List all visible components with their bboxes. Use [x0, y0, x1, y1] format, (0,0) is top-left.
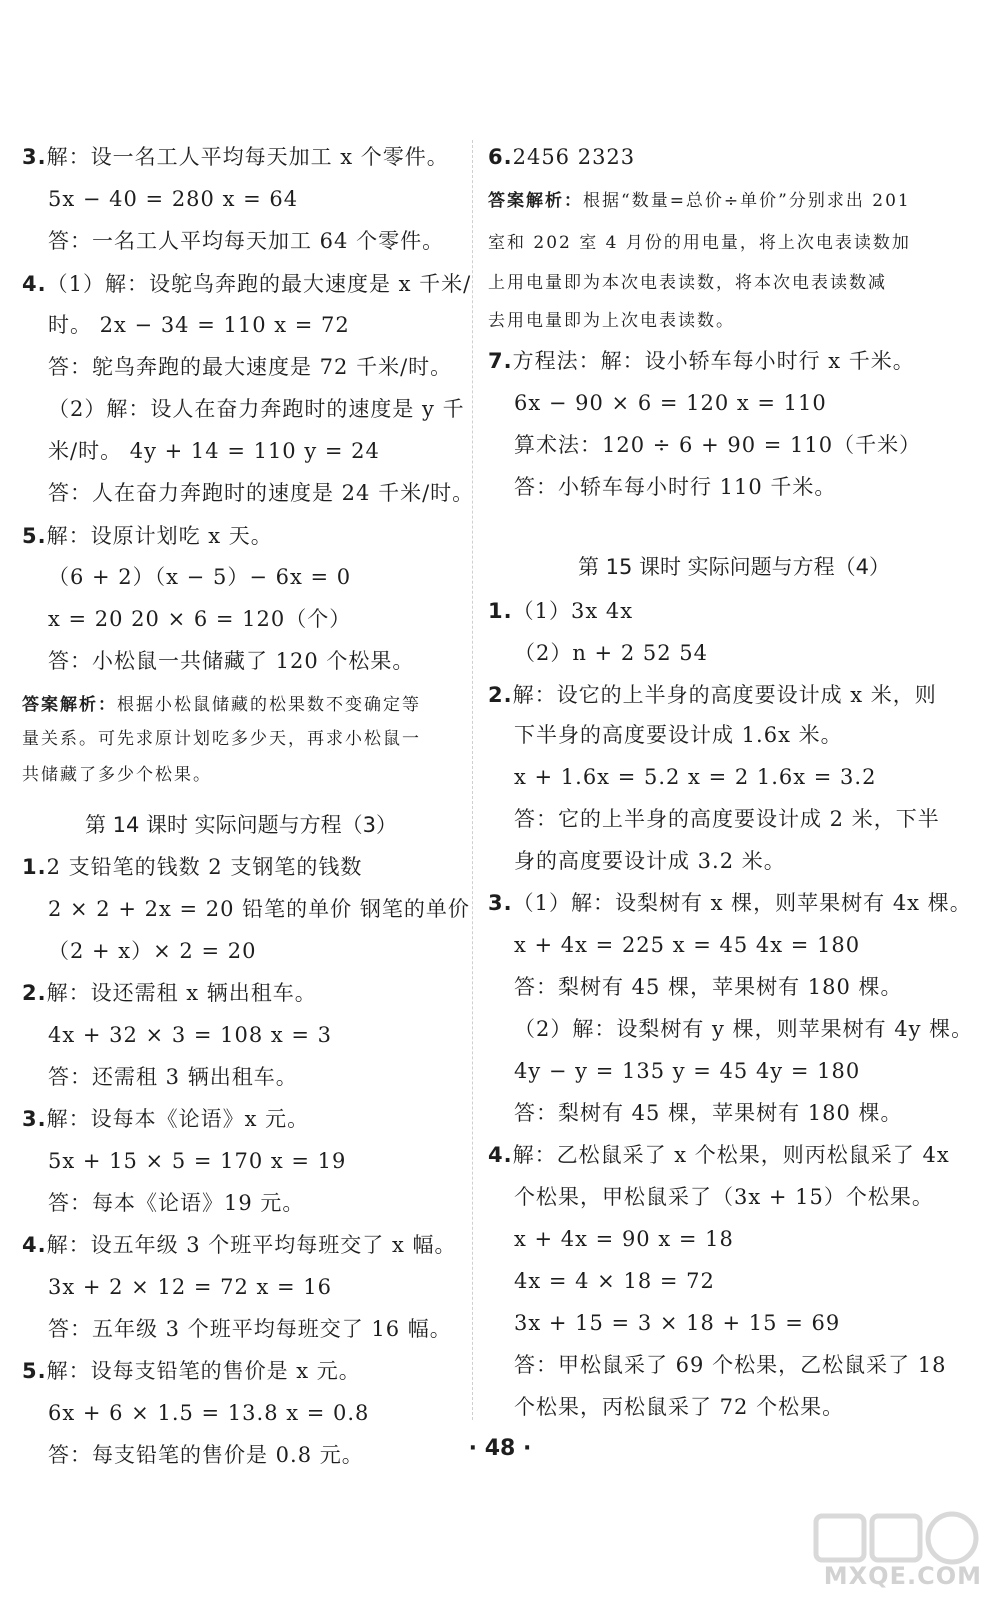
answer-line: [514, 846, 786, 876]
line-text: 5x + 15 × 5 = 170 x = 19: [48, 1149, 347, 1173]
question-number: 3.: [488, 891, 513, 915]
answer-analysis-line: [22, 724, 421, 754]
answer-line: [22, 1230, 457, 1260]
answer-line: [514, 1224, 734, 1254]
line-text: 解：设每支铅笔的售价是 x 元。: [46, 1359, 361, 1383]
line-text: 室和 202 室 4 月份的用电量，将上次电表读数加: [488, 233, 911, 253]
question-number: 5.: [22, 524, 47, 548]
answer-line: [514, 1014, 973, 1044]
answer-line: [48, 1398, 369, 1428]
answer-line: [514, 472, 836, 502]
line-text: 下半身的高度要设计成 1.6x 米。: [514, 723, 843, 747]
line-text: x + 4x = 90 x = 18: [514, 1227, 734, 1251]
answer-line: [48, 1314, 452, 1344]
answer-line: [48, 604, 351, 634]
line-text: 答：小轿车每小时行 110 千米。: [514, 475, 837, 499]
line-text: 6x − 90 × 6 = 120 x = 110: [514, 391, 827, 415]
line-text: 答：梨树有 45 棵，苹果树有 180 棵。: [514, 1101, 903, 1125]
answer-line: [514, 972, 903, 1002]
answer-line: [514, 1392, 844, 1422]
line-text: 答：人在奋力奔跑时的速度是 24 千米/时。: [48, 481, 475, 505]
line-text: 解：设还需租 x 辆出租车。: [46, 981, 317, 1005]
answer-line: [48, 394, 465, 424]
question-number: 3.: [22, 145, 47, 169]
line-text: 3x + 2 × 12 = 72 x = 16: [48, 1275, 333, 1299]
answer-line: [22, 1104, 309, 1134]
line-text: 答：它的上半身的高度要设计成 2 米，下半: [514, 807, 940, 831]
answer-line: [48, 1020, 332, 1050]
answer-line: [22, 978, 317, 1008]
answer-line: [514, 804, 940, 834]
line-text: x + 1.6x = 5.2 x = 2 1.6x = 3.2: [514, 765, 877, 789]
line-text: 4y − y = 135 y = 45 4y = 180: [514, 1059, 861, 1083]
line-text: x + 4x = 225 x = 45 4x = 180: [514, 933, 861, 957]
answer-line: [488, 346, 915, 376]
answer-line: [48, 310, 350, 340]
answer-analysis-line: [22, 760, 212, 790]
line-text: （2）解：设人在奋力奔跑时的速度是 y 千: [48, 397, 465, 421]
answer-line: [48, 894, 470, 924]
line-text: 米/时。 4y + 14 = 110 y = 24: [48, 439, 380, 463]
line-text: 答：鸵鸟奔跑的最大速度是 72 千米/时。: [48, 355, 453, 379]
analysis-label: 答案解析：: [488, 191, 583, 211]
line-text: 解：设原计划吃 x 天。: [46, 524, 273, 548]
answer-line: [48, 352, 452, 382]
line-text: （2）解：设梨树有 y 棵，则苹果树有 4y 棵。: [514, 1017, 974, 1041]
analysis-label: 答案解析：: [22, 695, 117, 715]
line-text: 解：设五年级 3 个班平均每班交了 x 幅。: [46, 1233, 457, 1257]
answer-line: [48, 1188, 304, 1218]
answer-line: [22, 269, 471, 299]
answer-line: [48, 226, 444, 256]
line-text: 个松果，甲松鼠采了（3x + 15）个松果。: [514, 1185, 934, 1209]
line-text: 答：小松鼠一共储藏了 120 个松果。: [48, 649, 415, 673]
answer-analysis-line: [488, 186, 911, 216]
answer-line: [488, 596, 633, 626]
question-number: 4.: [22, 1233, 47, 1257]
answer-analysis-line: [22, 690, 421, 720]
question-number: 6.: [488, 145, 513, 169]
line-text: 答：梨树有 45 棵，苹果树有 180 棵。: [514, 975, 903, 999]
answer-line: [488, 142, 635, 172]
question-number: 4.: [488, 1143, 513, 1167]
answer-line: [48, 1062, 298, 1092]
line-text: 解：设每本《论语》x 元。: [46, 1107, 310, 1131]
line-text: 身的高度要设计成 3.2 米。: [514, 849, 786, 873]
watermark-text: MXQE.COM: [823, 1562, 982, 1590]
answer-line: [22, 521, 273, 551]
answer-line: [488, 680, 937, 710]
answer-line: [514, 388, 827, 418]
line-text: 时。 2x − 34 = 110 x = 72: [48, 313, 350, 337]
line-text: 6x + 6 × 1.5 = 13.8 x = 0.8: [48, 1401, 370, 1425]
line-text: x = 20 20 × 6 = 120（个）: [48, 607, 352, 631]
line-text: 4x + 32 × 3 = 108 x = 3: [48, 1023, 333, 1047]
answer-line: [48, 646, 414, 676]
line-text: 答：每本《论语》19 元。: [48, 1191, 305, 1215]
line-text: 共储藏了多少个松果。: [22, 765, 212, 785]
line-text: 根据小松鼠储藏的松果数不变确定等: [117, 695, 421, 715]
line-text: 解：乙松鼠采了 x 个松果，则丙松鼠采了 4x: [512, 1143, 950, 1167]
line-text: 答：每支铅笔的售价是 0.8 元。: [48, 1443, 364, 1467]
answer-line: [514, 1182, 934, 1212]
answer-line: [22, 1356, 361, 1386]
line-text: 5x − 40 = 280 x = 64: [48, 187, 299, 211]
answer-line: [514, 638, 708, 668]
line-text: 2456 2323: [512, 145, 636, 169]
answer-line: [514, 430, 921, 460]
answer-line: [48, 436, 380, 466]
answer-line: [514, 930, 860, 960]
line-text: 根据“数量=总价÷单价”分别求出 201: [583, 191, 911, 211]
question-number: 2.: [22, 981, 47, 1005]
line-text: 答：一名工人平均每天加工 64 个零件。: [48, 229, 445, 253]
answer-line: [22, 852, 362, 882]
answer-line: [488, 888, 972, 918]
answer-line: [48, 1272, 332, 1302]
answer-line: [514, 1266, 715, 1296]
answer-analysis-line: [488, 228, 911, 258]
question-number: 5.: [22, 1359, 47, 1383]
line-text: （6 + 2）（x − 5）− 6x = 0: [48, 565, 352, 589]
answer-line: [48, 478, 474, 508]
line-text: 4x = 4 × 18 = 72: [514, 1269, 715, 1293]
question-number: 2.: [488, 683, 513, 707]
section-heading: 第 15 课时 实际问题与方程（4）: [577, 555, 891, 579]
answer-line: [488, 1140, 950, 1170]
line-text: （1）解：设梨树有 x 棵，则苹果树有 4x 棵。: [512, 891, 972, 915]
line-text: （2 + x）× 2 = 20: [48, 939, 257, 963]
question-number: 1.: [488, 599, 513, 623]
line-text: （1）3x 4x: [512, 599, 634, 623]
answer-line: [514, 720, 843, 750]
line-text: 解：设一名工人平均每天加工 x 个零件。: [46, 145, 449, 169]
answer-analysis-line: [488, 306, 735, 336]
line-text: 去用电量即为上次电表读数。: [488, 311, 735, 331]
page-number: · 48 ·: [468, 1436, 532, 1461]
line-text: 量关系。可先求原计划吃多少天，再求小松鼠一: [22, 729, 421, 749]
column-divider: [472, 140, 473, 1420]
line-text: 2 × 2 + 2x = 20 铅笔的单价 钢笔的单价: [48, 897, 470, 921]
answer-line: [514, 762, 876, 792]
answer-line: [48, 936, 256, 966]
line-text: 个松果，丙松鼠采了 72 个松果。: [514, 1395, 845, 1419]
line-text: （1）解：设鸵鸟奔跑的最大速度是 x 千米/: [46, 272, 472, 296]
question-number: 7.: [488, 349, 513, 373]
line-text: 答：还需租 3 辆出租车。: [48, 1065, 298, 1089]
question-number: 4.: [22, 272, 47, 296]
line-text: 解：设它的上半身的高度要设计成 x 米，则: [512, 683, 937, 707]
answer-line: [48, 562, 351, 592]
answer-analysis-line: [488, 268, 887, 298]
section-heading: 第 14 课时 实际问题与方程（3）: [84, 813, 398, 837]
answer-line: [514, 1350, 946, 1380]
line-text: 上用电量即为本次电表读数，将本次电表读数减: [488, 273, 887, 293]
line-text: 2 支铅笔的钱数 2 支钢笔的钱数: [46, 855, 363, 879]
answer-line: [48, 1146, 346, 1176]
answer-line: [22, 142, 449, 172]
question-number: 3.: [22, 1107, 47, 1131]
line-text: （2）n + 2 52 54: [514, 641, 708, 665]
answer-line: [514, 1098, 903, 1128]
line-text: 算术法：120 ÷ 6 + 90 = 110（千米）: [514, 433, 922, 457]
answer-line: [514, 1308, 840, 1338]
line-text: 3x + 15 = 3 × 18 + 15 = 69: [514, 1311, 841, 1335]
line-text: 答：甲松鼠采了 69 个松果，乙松鼠采了 18: [514, 1353, 947, 1377]
line-text: 方程法：解：设小轿车每小时行 x 千米。: [512, 349, 915, 373]
line-text: 答：五年级 3 个班平均每班交了 16 幅。: [48, 1317, 452, 1341]
answer-line: [48, 184, 298, 214]
question-number: 1.: [22, 855, 47, 879]
answer-line: [514, 1056, 860, 1086]
